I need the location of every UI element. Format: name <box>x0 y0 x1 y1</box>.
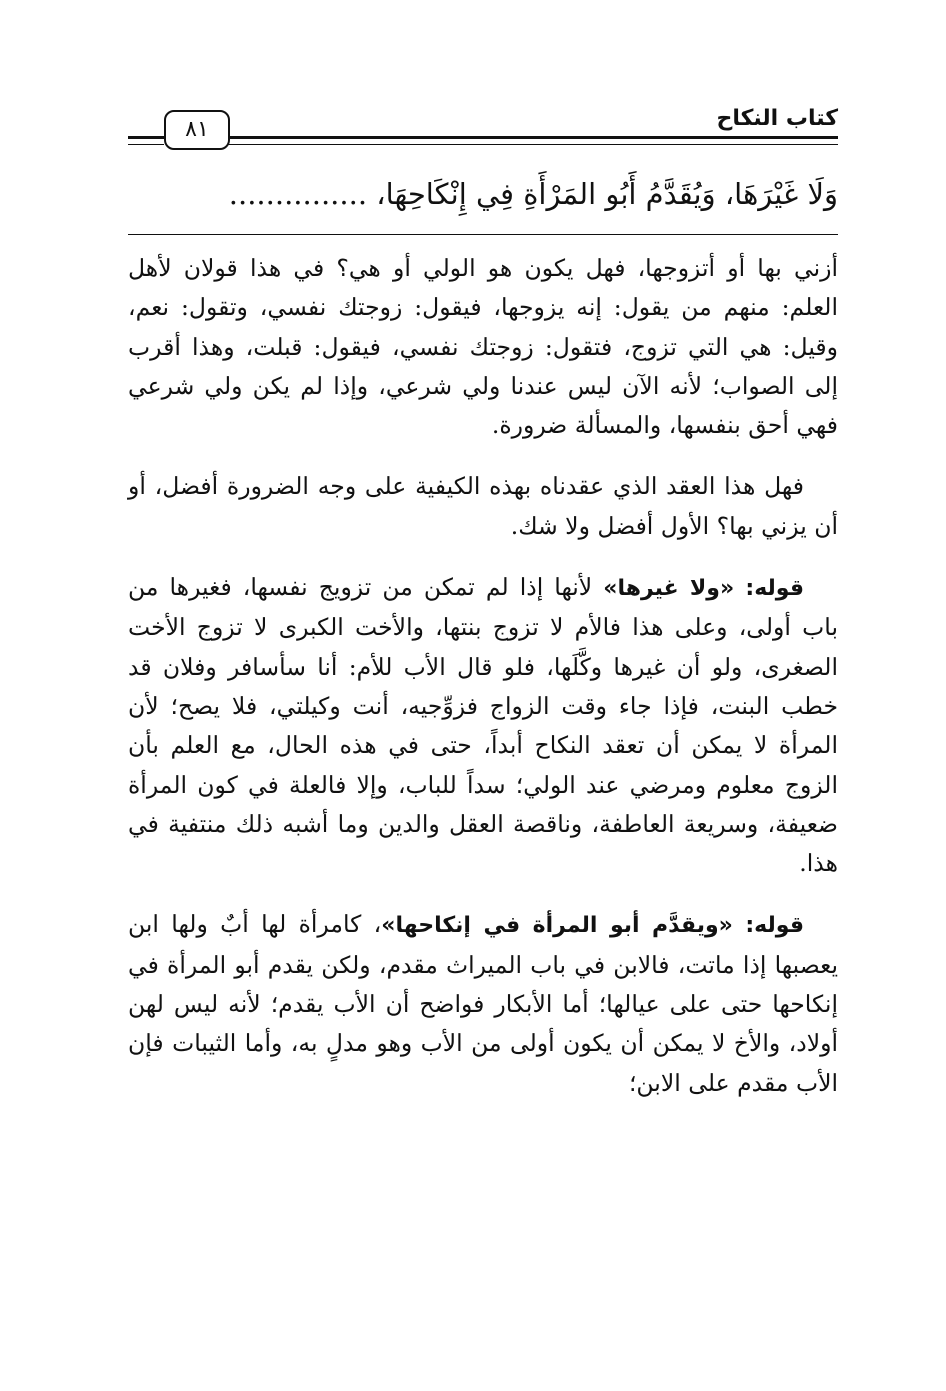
header-rule <box>228 144 838 145</box>
header-rule <box>128 136 164 139</box>
matn-divider <box>128 234 838 235</box>
matn-ellipsis: ............... <box>228 177 368 211</box>
header-rule <box>128 144 164 145</box>
book-page <box>128 96 838 1103</box>
book-title: كتاب النكاح <box>716 106 838 131</box>
page-number: ٨١ <box>164 110 230 150</box>
commentary-paragraph <box>128 467 838 546</box>
page-header <box>128 96 838 152</box>
paragraph-text: ، كامرأة لها أبٌ ولها ابن يعصبها إذا ماتت، فالابن في باب الميراث مقدم، ولكن يقدم أبو المرأة في إنكاحها حتى على عيالها؛ أما الأبكار فواضح أن الأب يقدم؛ لأنه ليس لهن أولاد، والأخ لا يمكن أن يكون أولى من الأب وهو مدلٍ به، وأما الثيبات فإن الأب مقدم على الابن؛ <box>128 910 838 1097</box>
matn-text: وَلَا غَيْرَهَا، وَيُقَدَّمُ أَبُو المَرْأَةِ فِي إِنْكَاحِهَا، <box>376 177 838 211</box>
header-rule <box>228 136 838 139</box>
paragraph-text: فهل هذا العقد الذي عقدناه بهذه الكيفية على وجه الضرورة أفضل، أو أن يزني بها؟ الأول أفضل ولا شك. <box>128 472 838 540</box>
commentary-paragraph <box>128 568 838 883</box>
commentary-paragraph <box>128 905 838 1102</box>
quoted-matn-lead: قوله: «ويقدَّم أبو المرأة في إنكاحها» <box>381 913 804 939</box>
quoted-matn-lead: قوله: «ولا غيرها» <box>603 576 805 602</box>
paragraph-text: أزني بها أو أتزوجها، فهل يكون هو الولي أو هي؟ في هذا قولان لأهل العلم: منهم من يقول: إنه يزوجها، فيقول: زوجتك نفسي، وتقول: نعم، وقيل: هي التي تزوج، فتقول: زوجتك نفسي، فيقول: قبلت، وهذا أقرب إلى الصواب؛ لأنه الآن ليس عندنا ولي شرعي، وإذا لم يكن ولي شرعي فهي أحق بنفسها، والمسألة ضرورة. <box>128 254 838 440</box>
matn-line <box>128 164 838 224</box>
commentary-paragraph <box>128 249 838 445</box>
paragraph-text: لأنها إذا لم تمكن من تزويج نفسها، فغيرها من باب أولى، وعلى هذا فالأم لا تزوج بنتها، والأخت الكبرى لا تزوج الأخت الصغرى، ولو أن غيرها وكَّلَها، فلو قال الأب للأم: أنا سأسافر وفلان قد خطب البنت، فإذا جاء وقت الزواج فزوِّجيه، أنت وكيلتي، فلا يصح؛ لأن المرأة لا يمكن أن تعقد النكاح أبداً، حتى في هذه الحال، مع العلم بأن الزوج معلوم ومرضي عند الولي؛ سداً للباب، وإلا فالعلة في كون المرأة ضعيفة، وسريعة العاطفة، وناقصة العقل والدين وما أشبه ذلك منتفية في هذا. <box>128 573 838 878</box>
